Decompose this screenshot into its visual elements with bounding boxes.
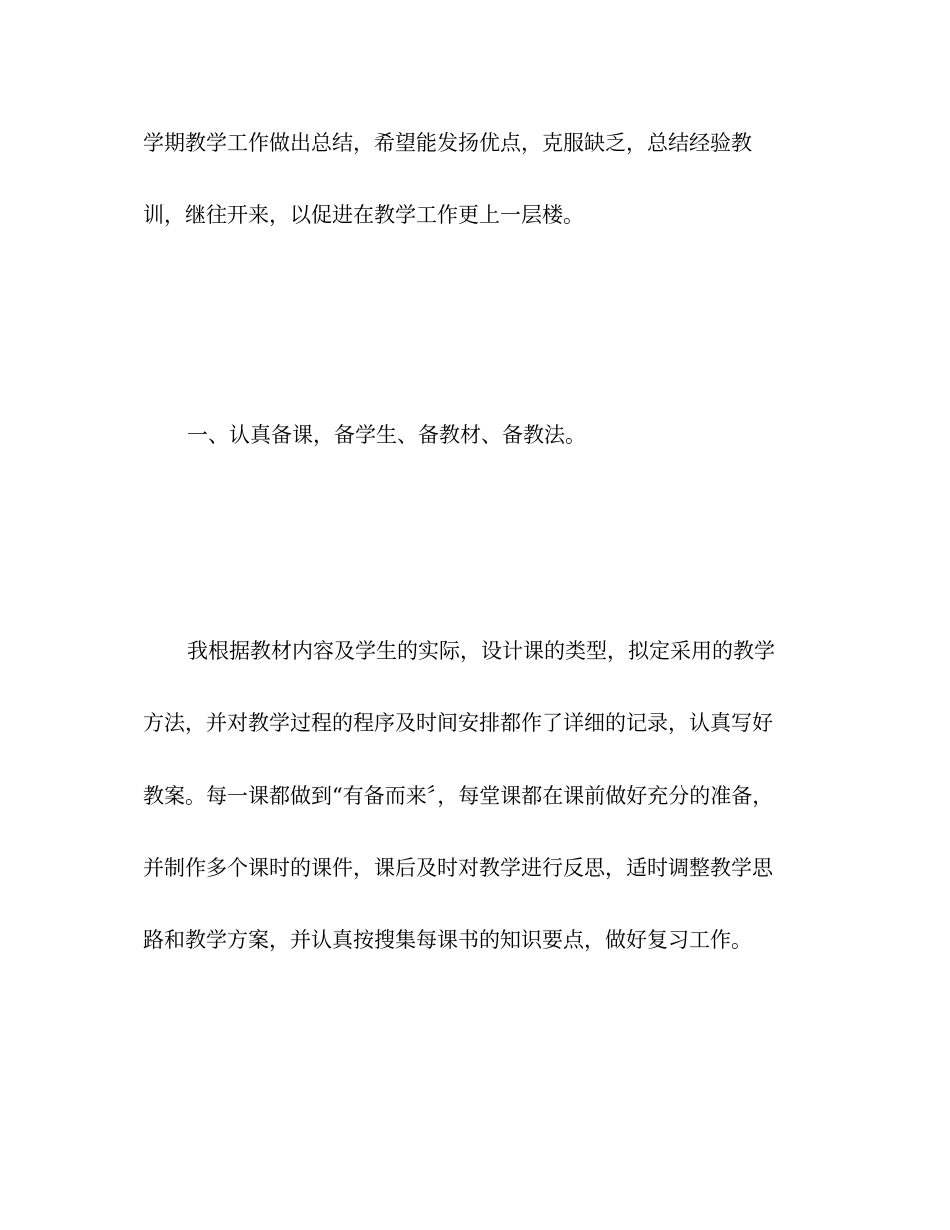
paragraph-line: 路和教学方案，并认真按搜集每课书的知识要点，做好复习工作。 [143,928,752,952]
paragraph-line: 学期教学工作做出总结，希望能发扬优点，克服缺乏，总结经验教 [143,131,752,155]
section-heading: 一、认真备课，备学生、备教材、备教法。 [187,423,586,447]
paragraph-line: 方法，并对教学过程的程序及时间安排都作了详细的记录，认真写好 [143,711,773,735]
paragraph-line: 训，继往开来，以促进在教学工作更上一层楼。 [143,203,584,227]
paragraph-line: 并制作多个课时的课件，课后及时对教学进行反思，适时调整教学思 [143,856,773,880]
paragraph-line: 我根据教材内容及学生的实际，设计课的类型，拟定采用的教学 [187,639,775,663]
paragraph-line: 教案。每一课都做到“有备而来〞，每堂课都在课前做好充分的准备， [143,784,774,808]
